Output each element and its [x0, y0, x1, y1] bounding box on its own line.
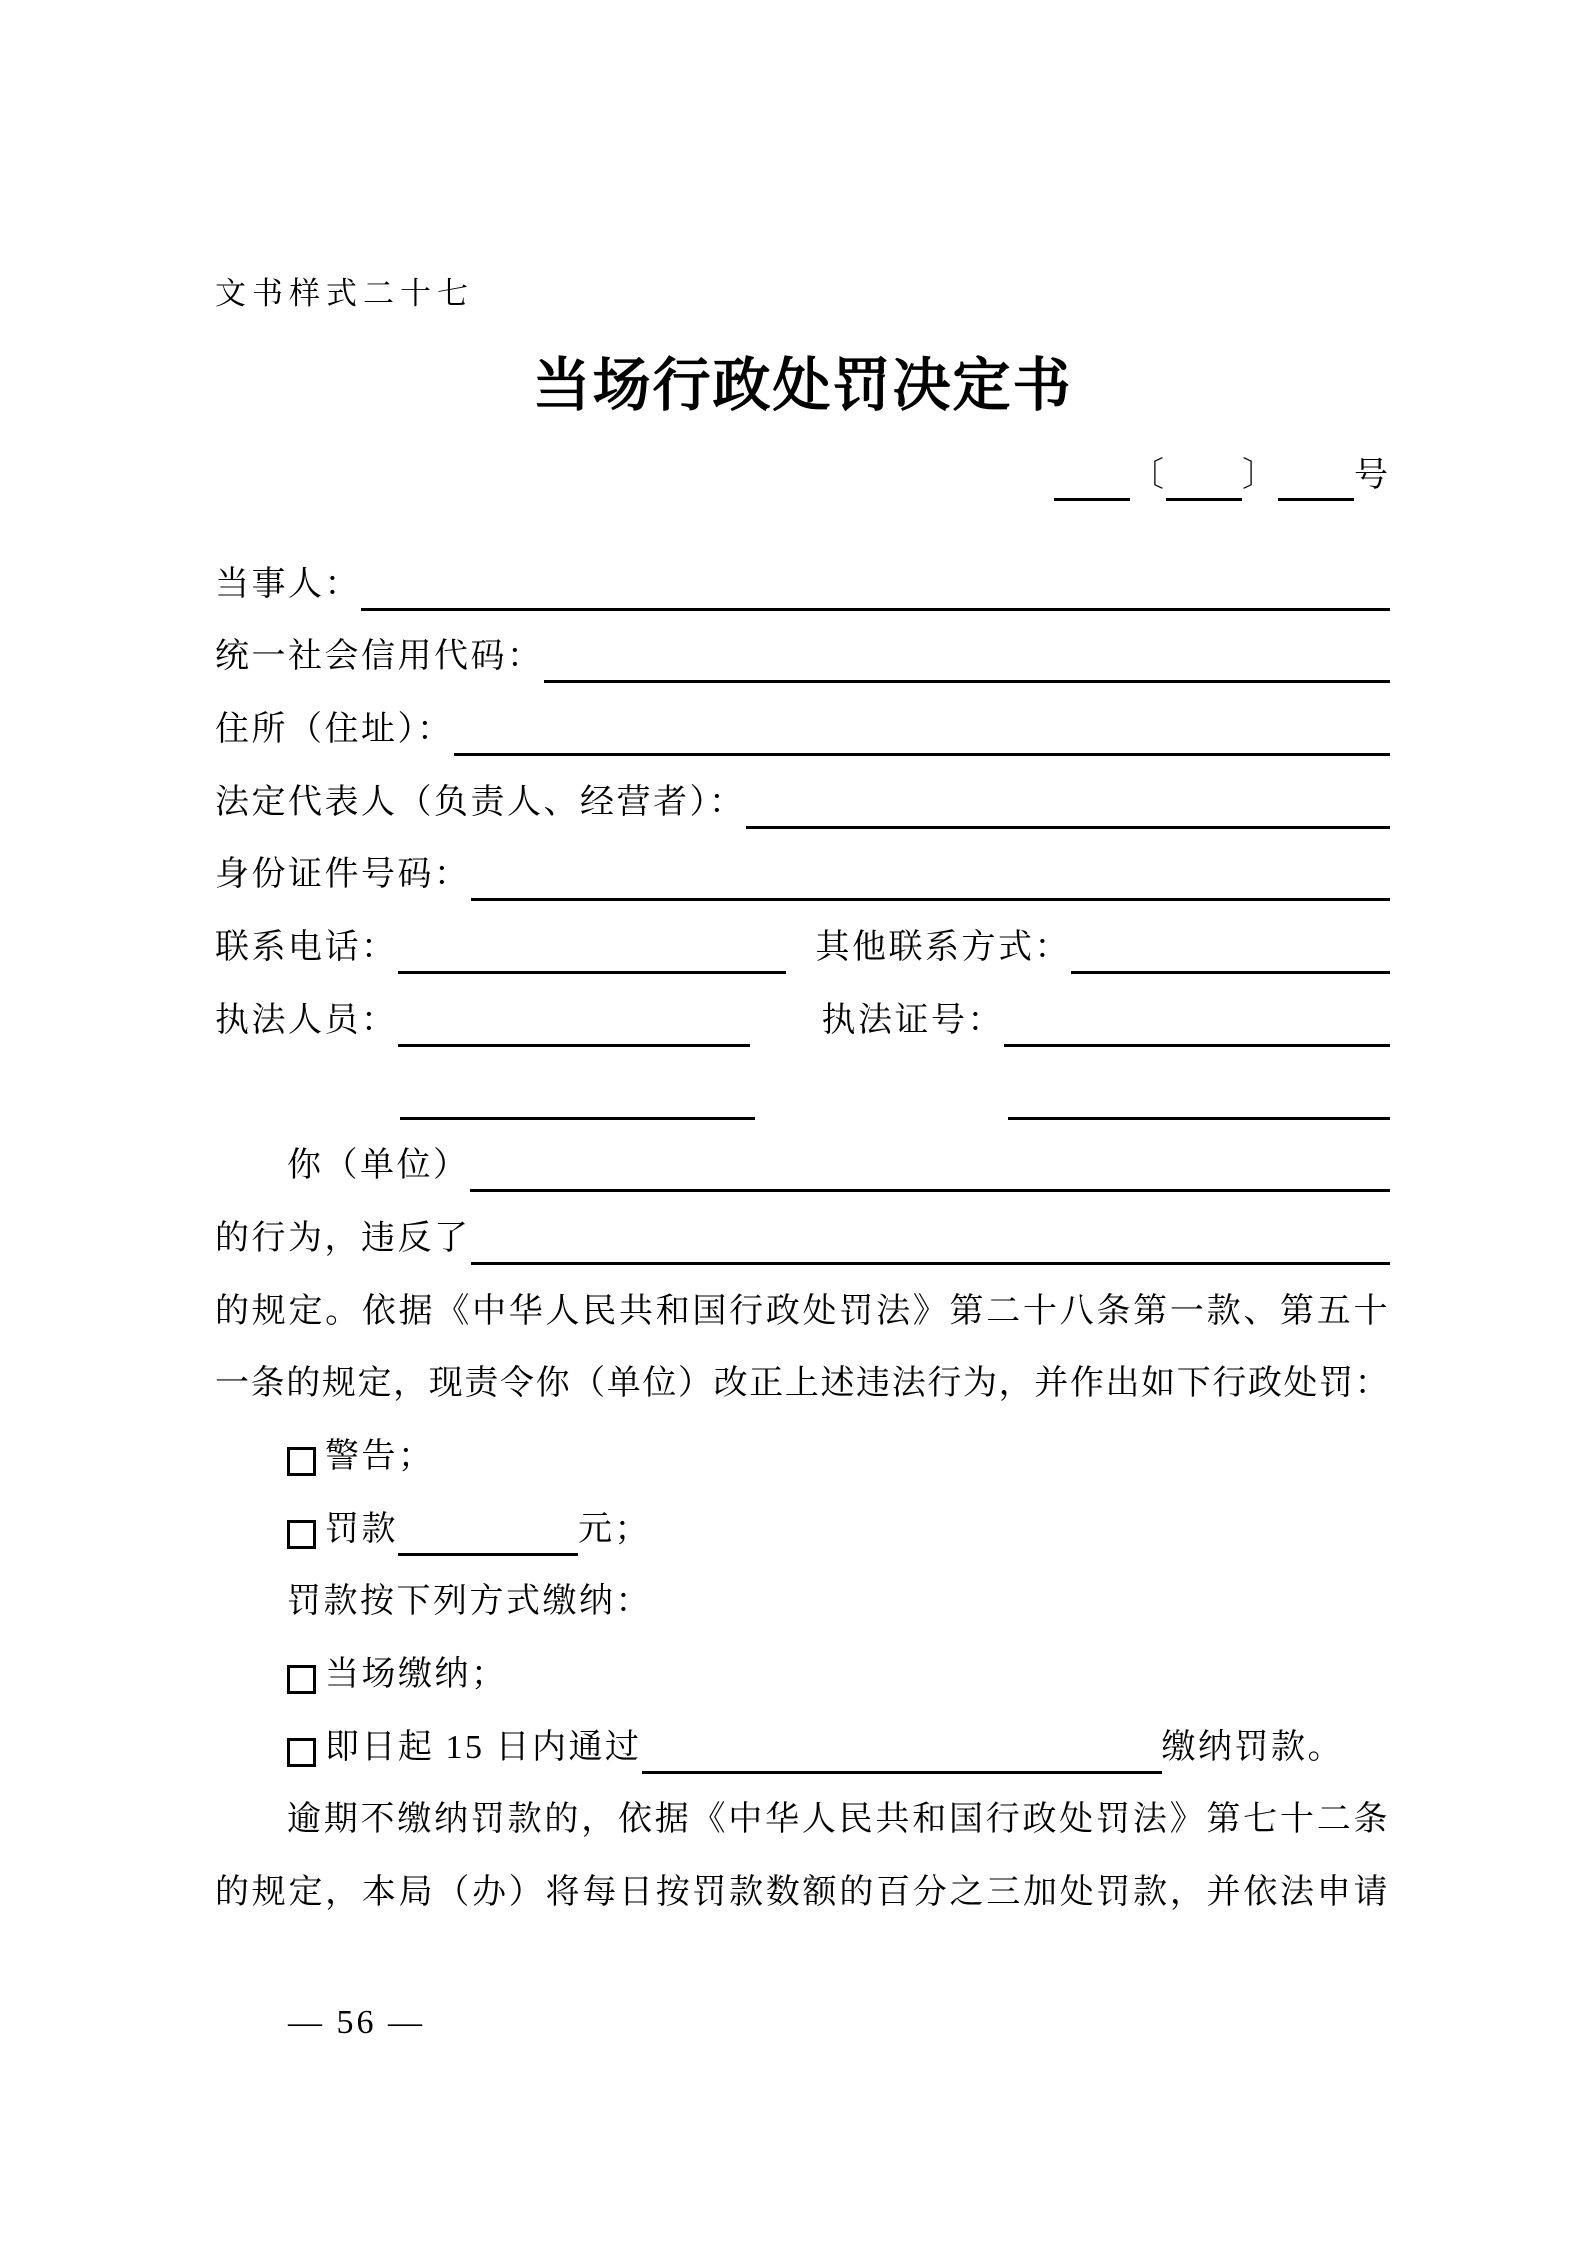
paragraph-overdue-line1 — [287, 1780, 1390, 1853]
fine-option-prefix: 罚款 — [325, 1510, 398, 1548]
pay-within-checkbox — [287, 1738, 316, 1767]
field-row-address — [215, 689, 1390, 762]
behavior-label: 的行为，违反了 — [215, 1219, 471, 1257]
overdue-line1-text: 逾期不缴纳罚款的，依据《中华人民共和国行政处罚法》第七十二条 — [287, 1801, 1390, 1839]
address-label: 住所（住址）： — [215, 711, 454, 749]
field-row-party — [215, 544, 1390, 617]
legal-rep-blank-line — [746, 826, 1391, 829]
fine-checkbox — [287, 1520, 316, 1549]
doc-number-close-bracket: 〕 — [1242, 457, 1278, 494]
field-row-id-number — [215, 835, 1390, 908]
doc-number-suffix: 号 — [1354, 457, 1390, 494]
address-blank-line — [454, 753, 1391, 756]
fine-amount-blank-line — [398, 1553, 578, 1556]
pay-within-option-suffix: 缴纳罚款。 — [1161, 1728, 1344, 1766]
field-row-officers-continued — [215, 1053, 1390, 1126]
pay-onsite-option-label: 当场缴纳； — [325, 1656, 508, 1693]
field-row-credit-code — [215, 617, 1390, 690]
officer-id-label: 执法证号： — [821, 1001, 1004, 1039]
field-row-you-unit — [287, 1126, 1390, 1199]
field-row-legal-rep — [215, 762, 1390, 835]
party-blank-line — [361, 608, 1390, 611]
option-row-fine — [287, 1489, 1390, 1562]
warning-checkbox — [287, 1447, 316, 1476]
you-unit-label: 你（单位） — [287, 1147, 470, 1185]
field-row-behavior — [215, 1198, 1390, 1271]
behavior-blank-line — [471, 1262, 1391, 1265]
option-row-warning — [287, 1416, 1390, 1489]
overdue-line2-text: 的规定，本局（办）将每日按罚款数额的百分之三加处罚款，并依法申请 — [215, 1874, 1390, 1912]
option-row-pay-onsite — [287, 1634, 1390, 1707]
other-contact-blank-line — [1071, 971, 1390, 974]
doc-number-year-blank — [1054, 498, 1130, 501]
doc-number-seq-blank — [1278, 498, 1354, 501]
document-content — [215, 0, 1390, 1925]
pay-channel-blank-line — [642, 1771, 1162, 1774]
pay-within-option-prefix: 即日起 15 日内通过 — [325, 1728, 642, 1766]
id-number-label: 身份证件号码： — [215, 856, 471, 894]
payment-methods-heading: 罚款按下列方式缴纳： — [287, 1583, 652, 1621]
doc-style-label: 文书样式二十七 — [215, 276, 474, 311]
officer-blank-line — [398, 1044, 750, 1047]
document-title: 当场行政处罚决定书 — [532, 353, 1073, 418]
doc-number-line — [215, 442, 1390, 504]
you-unit-blank-line — [470, 1189, 1391, 1192]
phone-blank-line — [398, 971, 786, 974]
paragraph-legal-basis-line1 — [215, 1271, 1390, 1344]
warning-option-label: 警告； — [325, 1437, 435, 1475]
doc-number-serial-blank — [1166, 498, 1242, 501]
officer-id2-blank-line — [1008, 1117, 1390, 1120]
legal-basis-line2-text: 一条的规定，现责令你（单位）改正上述违法行为，并作出如下行政处罚： — [215, 1365, 1390, 1403]
officer-label: 执法人员： — [215, 1001, 398, 1039]
form-rows — [215, 544, 1390, 1925]
other-contact-label: 其他联系方式： — [815, 929, 1071, 967]
payment-methods-heading-row — [287, 1562, 1390, 1635]
page-number: — 56 — — [288, 2004, 425, 2041]
id-number-blank-line — [471, 898, 1391, 901]
legal-basis-line1-text: 的规定。依据《中华人民共和国行政处罚法》第二十八条第一款、第五十 — [215, 1292, 1390, 1330]
paragraph-overdue-line2 — [215, 1852, 1390, 1925]
pay-onsite-checkbox — [287, 1665, 316, 1694]
field-row-contacts — [215, 907, 1390, 980]
doc-number-open-bracket: 〔 — [1130, 457, 1166, 494]
officer2-blank-line — [400, 1117, 755, 1120]
option-row-pay-within-15-days — [287, 1707, 1390, 1780]
legal-rep-label: 法定代表人（负责人、经营者）： — [215, 783, 746, 821]
party-label: 当事人： — [215, 565, 361, 603]
officer-id-blank-line — [1004, 1044, 1390, 1047]
credit-code-label: 统一社会信用代码： — [215, 638, 544, 676]
credit-code-blank-line — [544, 680, 1391, 683]
paragraph-legal-basis-line2 — [215, 1344, 1390, 1417]
fine-option-suffix: 元； — [578, 1510, 651, 1548]
field-row-officers — [215, 980, 1390, 1053]
phone-label: 联系电话： — [215, 929, 398, 967]
